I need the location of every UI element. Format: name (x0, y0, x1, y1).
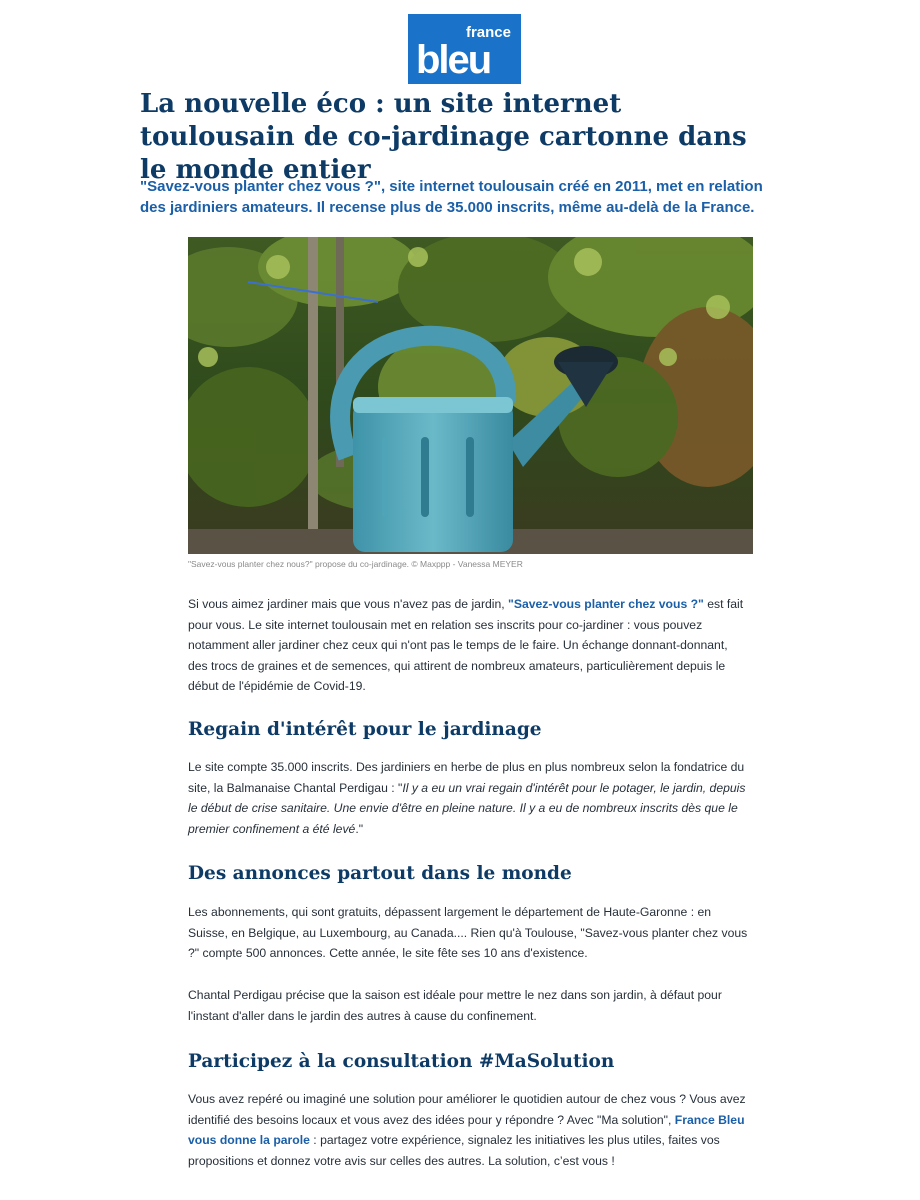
section3-paragraph (188, 1089, 748, 1171)
section1-paragraph (188, 757, 748, 839)
logo-line-bleu: bleu (416, 38, 491, 82)
section2-paragraph-1: Les abonnements, qui sont gratuits, dépassent largement le département de Haute-Garonne : en Suisse, en Belgique, au Luxembourg, au Canada.... Rien qu'à Toulouse, "Savez-vous planter chez vous ?" compte 500 annonces. Cette année, le site fête ses 10 ans d'existence. (188, 905, 748, 960)
section2-paragraph-2: Chantal Perdigau précise que la saison est idéale pour mettre le nez dans son jardin, à défaut pour l'instant d'aller dans le jardin des autres à cause du confinement. (188, 988, 722, 1023)
intro-text-after: est fait pour vous. Le site internet toulousain met en relation ses inscrits pour co-jardiner : vous pouvez notamment aller jardiner chez ceux qui n'ont pas le temps de le faire. Un échange donnant-donnant, des trocs de graines et de semences, qui attirent de nombreux amateurs, particulièrement depuis le début de l'épidémie de Covid-19. (188, 597, 744, 693)
article-lead: "Savez-vous planter chez vous ?", site internet toulousain créé en 2011, met en relation des jardiniers amateurs. Il recense plus de 35.000 inscrits, même au-delà de la France. (140, 178, 763, 216)
section3-text-before: Vous avez repéré ou imaginé une solution pour améliorer le quotidien autour de chez vous ? Vous avez identifié des besoins locaux et vous avez des idées pour y répondre ? Avec "Ma solution", (188, 1092, 746, 1127)
intro-text-before: Si vous aimez jardiner mais que vous n'avez pas de jardin, (188, 597, 509, 611)
logo-line-france: france (465, 24, 511, 41)
section3-text-after: : partagez votre expérience, signalez les initiatives les plus utiles, faites vos propositions et donnez votre avis sur celles des autres. La solution, c’est vous ! (188, 1133, 720, 1168)
founder-quote: Il y a eu un vrai regain d'intérêt pour le potager, le jardin, depuis le début de crise sanitaire. Une envie d'être en pleine nature. Il y a eu de nombreux inscrits dès que le premier confinement a été levé (188, 780, 746, 836)
article-photo (188, 237, 753, 554)
france-bleu-logo[interactable] (408, 14, 521, 84)
section-heading-regain: Regain d'intérêt pour le jardinage (188, 719, 542, 740)
site-link[interactable]: "Savez-vous planter chez vous ?" (508, 597, 704, 611)
section-heading-masolution: Participez à la consultation #MaSolution (188, 1051, 615, 1072)
section-heading-annonces: Des annonces partout dans le monde (188, 863, 572, 884)
intro-paragraph (188, 594, 748, 697)
section1-text-before: Le site compte 35.000 inscrits. Des jardiniers en herbe de plus en plus nombreux selon la fondatrice du site, la Balmanaise Chantal Perdigau : " (188, 760, 745, 795)
section1-text-after: ." (355, 821, 364, 836)
photo-caption: "Savez-vous planter chez nous?" propose du co-jardinage. © Maxppp - Vanessa MEYER (188, 559, 523, 569)
watering-can-photo (188, 237, 753, 554)
article-title: La nouvelle éco : un site internet toulousain de co-jardinage cartonne dans le monde entier (140, 89, 747, 185)
france-bleu-parole-link[interactable]: France Bleu vous donne la parole (188, 1112, 745, 1147)
